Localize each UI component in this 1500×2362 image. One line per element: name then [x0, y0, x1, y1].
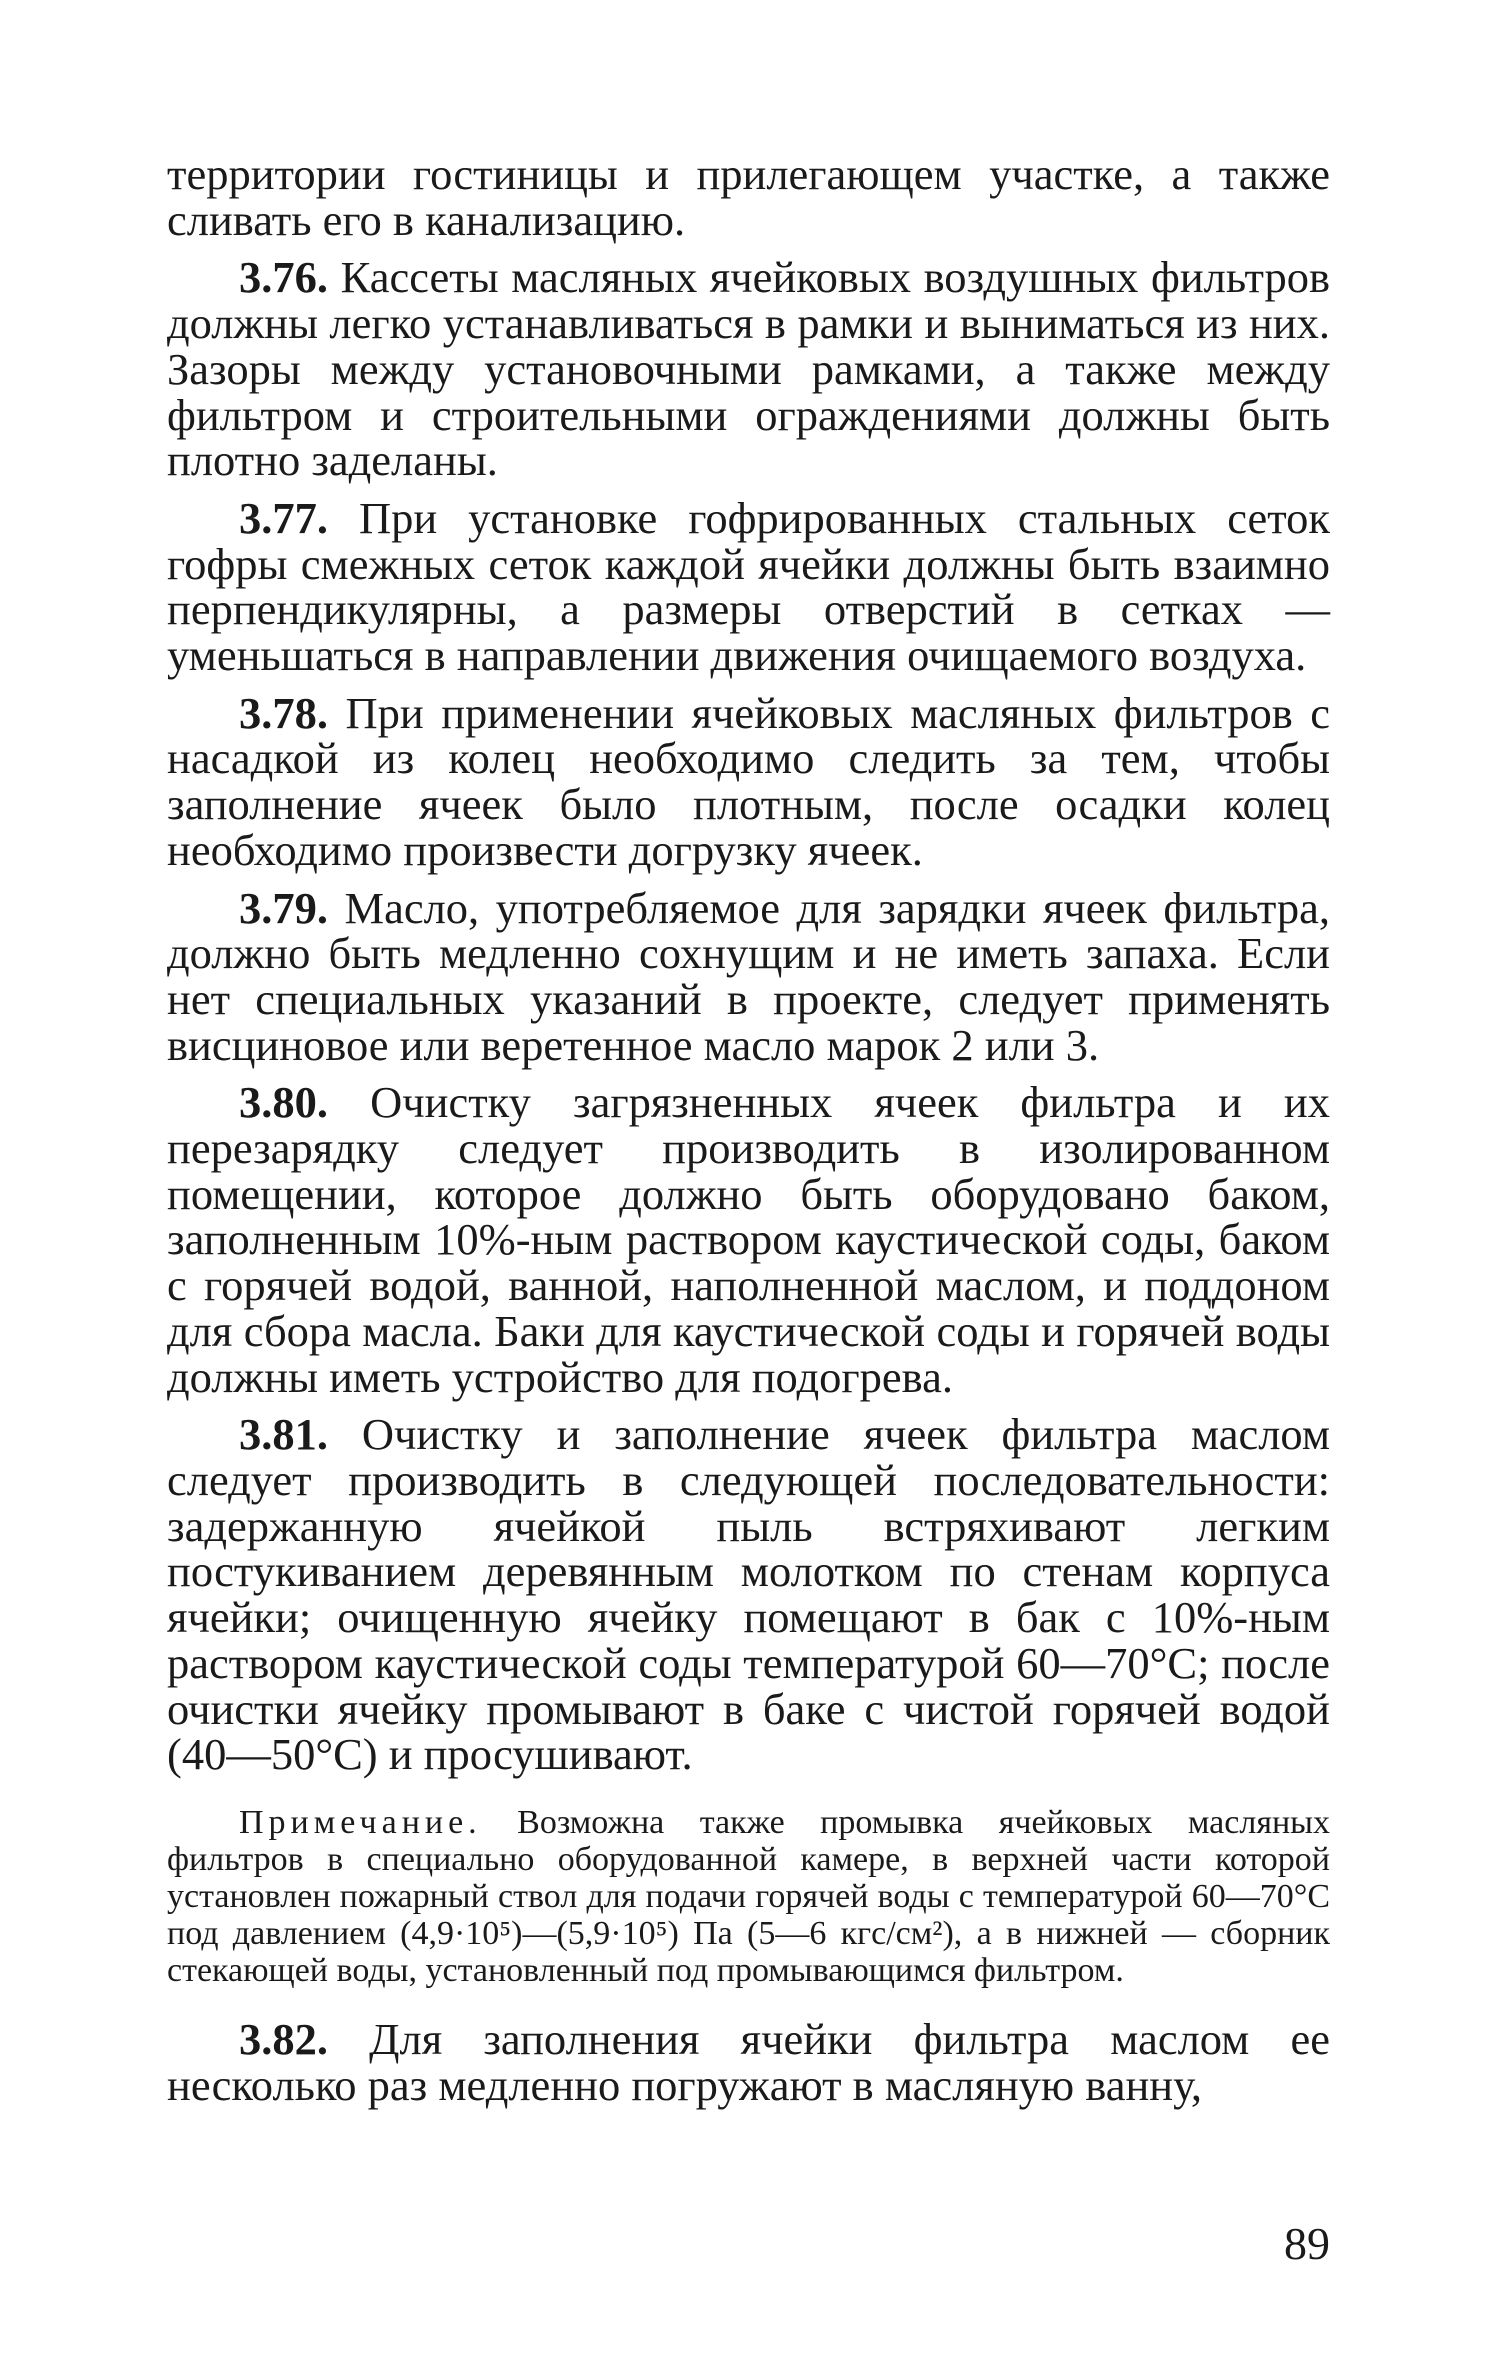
paragraph-3-76 [167, 252, 1330, 486]
paragraph-text: территории гостиницы и прилегающем участке, а также сливать его в канализацию. [167, 149, 1330, 245]
note-label: Примечание. [239, 1803, 482, 1841]
clause-number: 3.76. [239, 252, 328, 303]
paragraph-3-82 [167, 2013, 1330, 2110]
clause-number: 3.80. [239, 1077, 328, 1128]
paragraph-3-77 [167, 492, 1330, 681]
paragraph-text: Кассеты масляных ячейковых воздушных фильтров должны легко устанавливаться в рамки и выниматься из них. Зазоры между установочными рамками, а также между фильтром и строительными ограждениями должны быть плотно заделаны. [167, 252, 1330, 486]
page-body [167, 149, 1330, 2110]
note-text: Возможна также промывка ячейковых масляных фильтров в специально оборудованной камере, в верхней части которой установлен пожарный ствол для подачи горячей воды с температурой 60—70°С под давлением (4,9·10⁵)—(5,9·10⁵) Па (5—6 кгс/см²), а в нижней — сборник стекающей воды, установленный под промывающимся фильтром. [167, 1803, 1330, 1989]
paragraph-text: Очистку и заполнение ячеек фильтра маслом следует производить в следующей последовательности: задержанную ячейкой пыль встряхивают легким постукиванием деревянным молотком по стенам корпуса ячейки; очищенную ячейку помещают в бак с 10%-ным раствором каустической соды температурой 60—70°С; после очистки ячейку промывают в баке с чистой горячей водой (40—50°С) и просушивают. [167, 1409, 1330, 1780]
paragraph-3-81 [167, 1409, 1330, 1780]
paragraph-text: При применении ячейковых масляных фильтров с насадкой из колец необходимо следить за тем, чтобы заполнение ячеек было плотным, после осадки колец необходимо произвести догрузку ячеек. [167, 687, 1330, 875]
page-number: 89 [1284, 2218, 1330, 2269]
paragraph-text: Масло, употребляемое для зарядки ячеек фильтра, должно быть медленно сохнущим и не иметь запаха. Если нет специальных указаний в проекте, следует применять висциновое или веретенное масло марок 2 или 3. [167, 882, 1330, 1070]
paragraph-3-79 [167, 882, 1330, 1070]
paragraph-continuation [167, 149, 1330, 245]
paragraph-text: Очистку загрязненных ячеек фильтра и их перезарядку следует производить в изолированном помещении, которое должно быть оборудовано баком, заполненным 10%-ным раствором каустической соды, баком с горячей водой, ванной, наполненной маслом, и поддоном для сбора масла. Баки для каустической соды и горячей воды должны иметь устройство для подогрева. [167, 1077, 1330, 1402]
clause-number: 3.79. [239, 882, 328, 933]
clause-number: 3.82. [239, 2013, 328, 2064]
clause-number: 3.81. [239, 1409, 328, 1460]
paragraph-text: Для заполнения ячейки фильтра маслом ее несколько раз медленно погружают в масляную ванну, [167, 2013, 1330, 2110]
paragraph-3-80 [167, 1077, 1330, 1402]
paragraph-3-78 [167, 687, 1330, 875]
clause-number: 3.77. [239, 492, 328, 543]
note [167, 1804, 1330, 1989]
clause-number: 3.78. [239, 687, 328, 738]
paragraph-text: При установке гофрированных стальных сеток гофры смежных сеток каждой ячейки должны быть взаимно перпендикулярны, а размеры отверстий в сетках — уменьшаться в направлении движения очищаемого воздуха. [167, 492, 1330, 681]
